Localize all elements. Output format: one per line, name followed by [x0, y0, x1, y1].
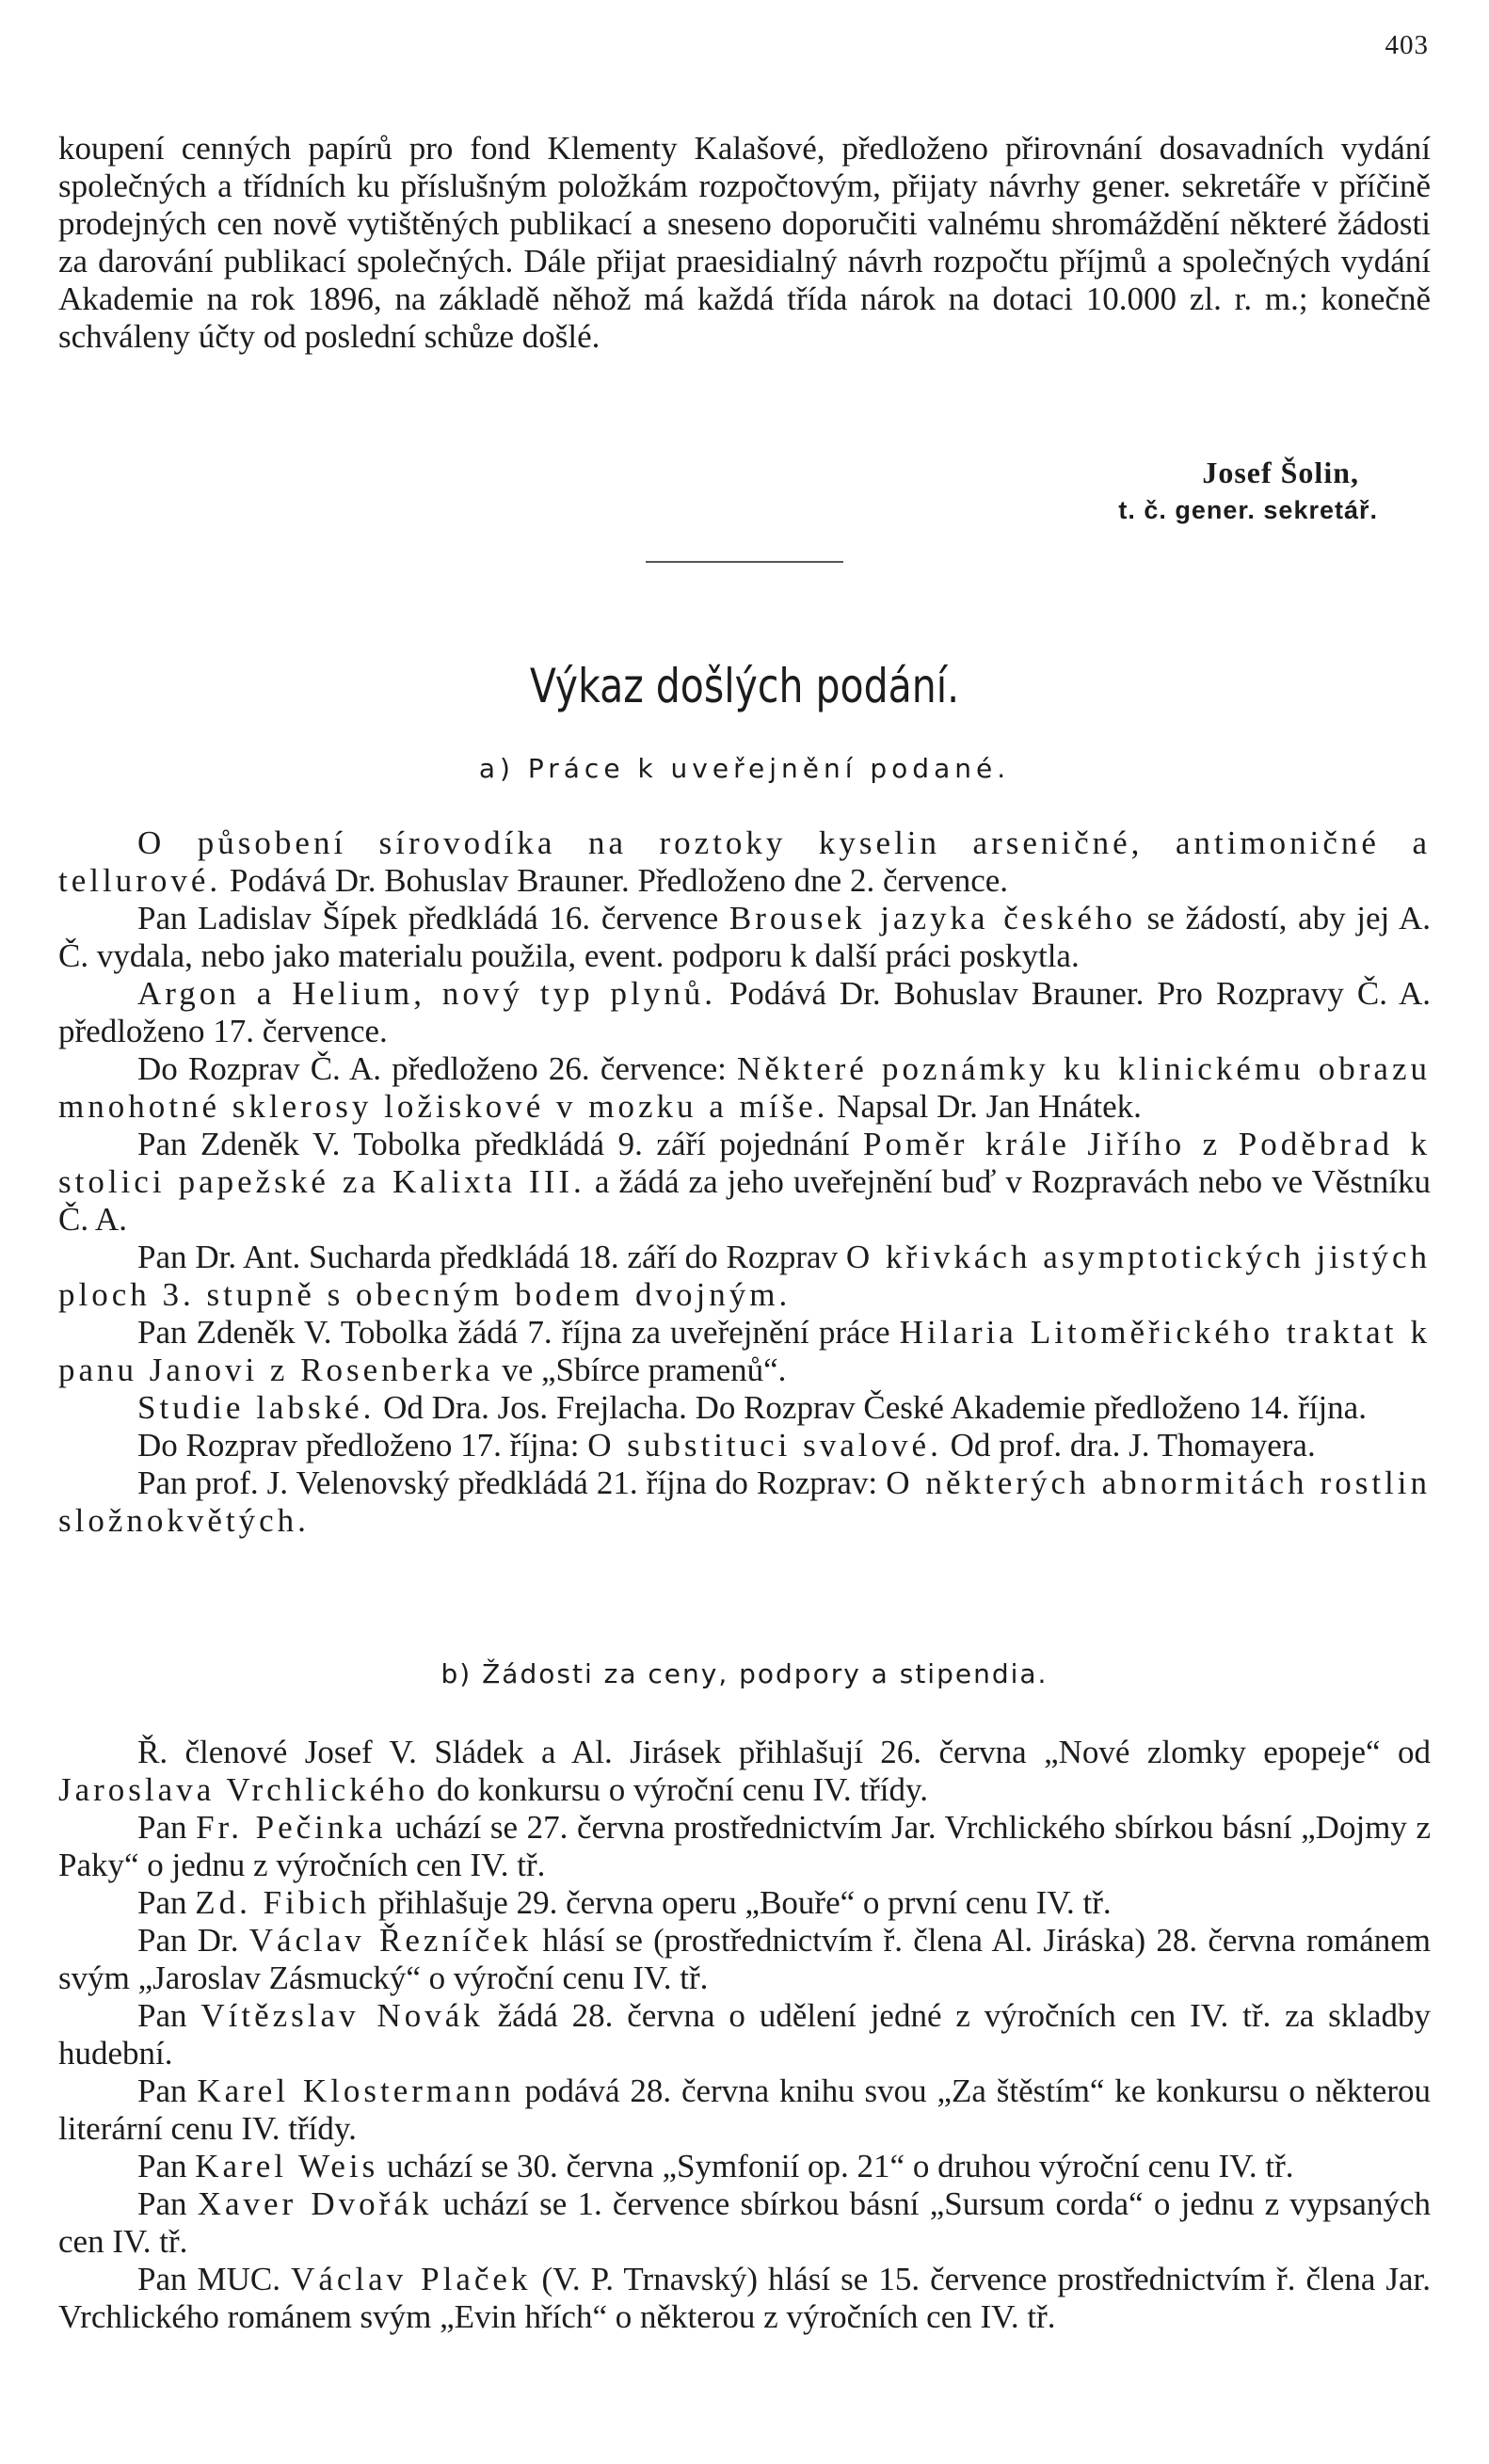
entry-text: Od Dra. Jos. Frejlacha. Do Rozprav České Akademie předloženo 14. října. — [375, 1389, 1367, 1426]
work-title: Argon a Helium, nový typ plynů. — [137, 975, 716, 1012]
list-item — [58, 1997, 1431, 2072]
entry-text: Do Rozprav Č. A. předloženo 26. července: — [137, 1050, 738, 1087]
list-item — [58, 1239, 1431, 1314]
section-b-title: b) Žádosti za ceny, podpory a stipendia. — [440, 1658, 1049, 1689]
entry-text: Pan Dr. Ant. Sucharda předkládá 18. září do Rozprav — [137, 1239, 846, 1275]
work-title: Poměr krále Jiřího z Poděbrad k stolici papežské za Kalixta III. — [58, 1126, 1432, 1200]
person-name: Václav Řezníček — [248, 1922, 533, 1959]
entry-text: Napsal Dr. Jan Hnátek. — [828, 1088, 1142, 1125]
list-item — [58, 1389, 1431, 1427]
person-name: Zd. Fibich — [195, 1884, 371, 1921]
person-name: Václav Plaček — [291, 2261, 532, 2297]
intro-paragraph: koupení cenných papírů pro fond Klementy Kalašové, předloženo přirovnání dosavadních vydání společných a třídních ku příslušným položkám rozpočtovým, přijaty návrhy gener. sekretáře v příčině prodejných cen nově vytištěných publikací a sneseno doporučiti valnému shromáždění některé žádosti za darování publikací společných. Dále přijat praesidialný návrh rozpočtu příjmů a společných vydání Akademie na rok 1896, na základě něhož má každá třída nárok na dotaci 10.000 zl. r. m.; konečně schváleny účty od poslední schůze došlé. — [58, 130, 1431, 355]
section-divider — [646, 561, 843, 563]
work-title: O křivkách asymptotických jistých ploch 3. stupně s obecným bodem dvojným. — [58, 1239, 1431, 1313]
entry-text: Pan — [137, 1997, 201, 2034]
work-title: Některé poznámky ku klinickému obrazu mnohotné sklerosy ložiskové v mozku a míše. — [58, 1050, 1431, 1125]
entry-text: do konkursu o výroční cenu IV. třídy. — [428, 1771, 928, 1808]
entry-text: Pan MUC. — [137, 2261, 292, 2297]
list-item — [58, 1427, 1431, 1464]
entry-text: Pan — [137, 2072, 198, 2109]
section-b-list — [58, 1734, 1431, 2336]
list-item — [58, 1809, 1431, 1884]
list-item — [58, 1314, 1431, 1389]
person-name: Jaroslava Vrchlického — [58, 1771, 429, 1808]
entry-text: Pan — [137, 1884, 196, 1921]
entry-text: hlásí se (prostřednictvím ř. člena Al. Jiráska) 28. června románem svým „Jaroslav Zásmucký“ o výroční cenu IV. tř. — [58, 1922, 1431, 1996]
entry-text: Pan Ladislav Šípek předkládá 16. července — [137, 900, 729, 936]
entry-text: Podává Dr. Bohuslav Brauner. Pro Rozpravy Č. A. předloženo 17. července. — [58, 975, 1431, 1049]
intro-block — [58, 130, 1431, 356]
list-item — [58, 1050, 1431, 1126]
entry-text: Pan — [137, 2148, 196, 2184]
entry-text: Od prof. dra. J. Thomayera. — [941, 1427, 1316, 1464]
list-item — [58, 2072, 1431, 2148]
work-title: O substituci svalové. — [587, 1427, 942, 1464]
list-item — [58, 900, 1431, 975]
list-item — [58, 1922, 1431, 1997]
entry-text: a žádá za jeho uveřejnění buď v Rozpravách nebo ve Věstníku Č. A. — [58, 1163, 1431, 1238]
entry-text: (V. P. Trnavský) hlásí se 15. července prostřednictvím ř. člena Jar. Vrchlického románem svým „Evin hřích“ o některou z výročních cen IV. tř. — [58, 2261, 1431, 2335]
entry-text: ve „Sbírce pramenů“. — [493, 1352, 787, 1388]
work-title: Studie labské. — [137, 1389, 376, 1426]
list-item — [58, 1734, 1431, 1809]
entry-text: Pan Dr. — [137, 1922, 249, 1959]
work-title: Hilaria Litoměřického traktat k panu Janovi z Rosenberka — [58, 1314, 1432, 1388]
person-name: Xaver Dvořák — [197, 2185, 433, 2222]
person-name: Vítězslav Novák — [200, 1997, 484, 2034]
person-name: Karel Klostermann — [197, 2072, 515, 2109]
entry-text: Podává Dr. Bohuslav Brauner. Předloženo dne 2. července. — [221, 862, 1009, 899]
work-title: Brousek jazyka českého — [728, 900, 1136, 936]
entry-text: Pan — [137, 2185, 198, 2222]
entry-text: Pan prof. J. Velenovský předkládá 21. října do Rozprav: — [137, 1464, 887, 1501]
signature — [1001, 454, 1378, 529]
work-title: O působení sírovodíka na roztoky kyselin arseničné, antimoničné a tellurové. — [58, 824, 1431, 899]
list-item — [58, 1464, 1431, 1540]
entry-text: podává 28. června knihu svou „Za štěstím“ ke konkursu o některou literární cenu IV. třídy. — [58, 2072, 1432, 2147]
list-item — [58, 1884, 1431, 1922]
entry-text: uchází se 30. června „Symfonií op. 21“ o druhou výroční cenu IV. tř. — [378, 2148, 1294, 2184]
entry-text: Do Rozprav předloženo 17. října: — [137, 1427, 588, 1464]
person-name: Fr. Pečinka — [196, 1809, 387, 1846]
work-title: O některých abnormitách rostlin složnokvětých. — [58, 1464, 1432, 1539]
entry-text: Pan — [137, 1809, 197, 1846]
list-item — [58, 1126, 1431, 1239]
signature-name: Josef Šolin, — [1202, 456, 1359, 489]
entry-text: uchází se 1. července sbírkou básní „Sursum corda“ o jednu z vypsaných cen IV. tř. — [58, 2185, 1431, 2260]
signature-title: t. č. gener. sekretář. — [1118, 496, 1378, 524]
list-item — [58, 2148, 1431, 2185]
page-number: 403 — [1385, 30, 1429, 60]
list-item — [58, 824, 1431, 900]
entry-text: uchází se 27. června prostřednictvím Jar. Vrchlického sbírkou básní „Dojmy z Paky“ o jednu z výročních cen IV. tř. — [58, 1809, 1432, 1883]
entry-text: se žádostí, aby jej A. Č. vydala, nebo jako materialu použila, event. podporu k další práci poskytla. — [58, 900, 1431, 974]
list-item — [58, 2185, 1431, 2261]
entry-text: přihlašuje 29. června operu „Bouře“ o první cenu IV. tř. — [370, 1884, 1112, 1921]
entry-text: Pan Zdeněk V. Tobolka předkládá 9. září pojednání — [137, 1126, 863, 1162]
entry-text: Ř. členové Josef V. Sládek a Al. Jirásek přihlašují 26. června „Nové zlomky epopeje“ od — [137, 1734, 1431, 1770]
entry-text: žádá 28. června o udělení jedné z výročních cen IV. tř. za skladby hudební. — [58, 1997, 1432, 2072]
person-name: Karel Weis — [195, 2148, 379, 2184]
section-a-list — [58, 824, 1431, 1540]
page-title: Výkaz došlých podání. — [529, 659, 960, 713]
section-a-title: a) Práce k uveřejnění podané. — [478, 753, 1011, 784]
list-item — [58, 975, 1431, 1050]
entry-text: Pan Zdeněk V. Tobolka žádá 7. října za uveřejnění práce — [137, 1314, 900, 1351]
list-item — [58, 2261, 1431, 2336]
